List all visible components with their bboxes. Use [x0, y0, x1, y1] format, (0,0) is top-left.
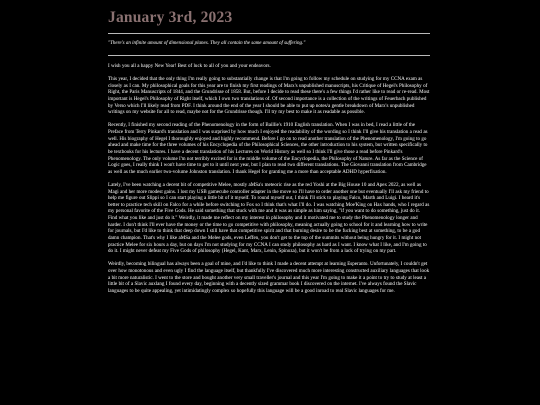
paragraph: Weirdly, becoming bilingual has always been a goal of mine, and I'd like to think I made a decent attempt at learning Esperanto. Unfortunately, I couldn't get over how monotonous and even ugly I find the language itself, but thankfully I've discovered much more interesting constructed auxiliary languages that look a bit more naturalistic. I went to the store and bought another very small traveller's journal and this year I'm going to make it a point to try to study at least a little bit of a Slavic auxlang I found every day, beginning with a decently sized grammar book I discovered on the internet. I've always found the Slavic languages to be quite appealing, yet intimidatingly complex so hopefully this language will be a good inroad to real Slavic languages for me. — [108, 261, 430, 294]
paragraph: Recently, I finished my second reading of the Phenomenology in the form of Baillie's 1910 English translation. When I was in bed, I read a little of the Preface from Terry Pinkard's translation and I was surprised by how much I enjoyed the readability of the wording so I think I'll give his translation a read as well. His biography of Hegel I thoroughly enjoyed and highly recommend. Before I go on to read another translation of the Phenomenology, I'm going to go ahead and make time for the three volumes of his Encyclopedia of the Philosophical Sciences, the other introduction to his system, but written specifically to be textbooks for his lectures. I have a decent translation of his Lectures on World History as well so I think I'll give those a read before Pinkard's Phenomenology. The only volume I'm not terribly excited for is the middle volume of the Encyclopedia, the Philosophy of Nature. As far as the Science of Logic goes, I really think I won't have time to get to it until next year, but I plan to read two different translations. The Giovanni translation from Cambridge as well as the much earlier two-volume Johnston translation. I thank Hegel for granting me a more than acceptable ADHD hyperfixation. — [108, 122, 428, 175]
epigraph: "There's an infinite amount of dimensional planes. They all contain the same amount of suffering." — [108, 41, 306, 46]
paragraph: Lately, I've been watching a decent bit of competitive Melee, mostly aMSa's meteoric rise as the red Yoshi at the Big House 10 and Apex 2022, as well as Magi and her more modest gains. I lost my USB gamecube controller adapter in the move so I'll have to order another one but eventually I'll ask my friend to help me figure out Slippi so I can start playing a little bit of it myself. To round myself out, I think I'll stick to playing Falco, Marth and Luigi. I heard it's better to practice tech skill on Falco for a while before switching to Fox so I think that's what I'll do. I was watching Moe'King on Hax hands, who I regard as my personal favorite of the Five Gods. He said something that stuck with me and it was as simple as him saying, "if you want to do something, just do it. Find what you like and just do it." Weirdly, it made me reflect on my interest in philosophy and it motivated me to study the Phenomenology longer and harder. I don't think I'll ever have the money or the time to go competitive with philosophy, meaning actually going to school for it and learning how to write for journals, but I'd like to think that deep down I still have that competitive spirit and that burning desire to be the fucking best at something, to be a god damn champion. That's why I like aMSa and the Melee gods, even Leffen, you don't get to the top of the summits without being hungry for it. I might not practice Melee for six hours a day, but on days I'm not studying for my CCNA I can study philosophy as hard as I want. I know what I like, and I'm going to do it. I might never defeat my Five Gods of philosophy (Hegel, Kant, Marx, Lenin, Spinoza), but it won't be from a lack of trying on my part. — [108, 181, 430, 255]
post-body — [108, 63, 430, 301]
paragraph: This year, I decided that the only thing I'm really going to substantially change is that I'm going to follow my schedule on studying for my CCNA exam as closely as I can. My philosophical goals for this year are to finish my first readings of Marx's unpublished manuscripts, his Critique of Hegel's Philosophy of Right, the Paris Manuscripts of 1844, and the Grundrisse of 1858. But, before I decide to read these there's a few things I'd rather like to read or re-read. Most important is Hegel's Philosophy of Right itself, which I own two translations of. Of second importance is a collection of the writings of Feuerbach published by Verso which I'll likely read from PDF. I think around the end of the year I should be able to put up notes/a gentle breakdown of Marx's unpublished writings on my website for all to read, maybe not for the Grundrisse though. I'll try my best to make it as readable as possible. — [108, 76, 430, 116]
epigraph-divider — [108, 55, 430, 56]
post-title: January 3rd, 2023 — [108, 9, 233, 26]
title-divider — [108, 33, 430, 34]
paragraph: I wish you all a happy New Year! Best of luck to all of you and your endeavors. — [108, 63, 271, 69]
